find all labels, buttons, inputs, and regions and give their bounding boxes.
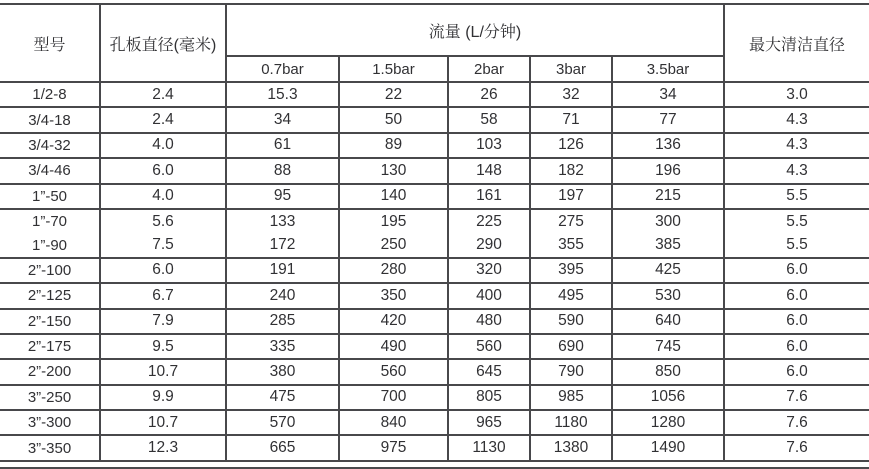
cell-model: 1/2-8	[0, 82, 100, 107]
cell-value: 490	[339, 334, 448, 359]
table-row	[0, 184, 869, 209]
table-row	[0, 133, 869, 158]
cell-value: 6.0	[724, 283, 869, 308]
cell-value: 5.5	[724, 209, 869, 233]
table-row	[0, 410, 869, 435]
header-max-clean-diameter: 最大清洁直径	[724, 4, 869, 82]
cell-value: 182	[530, 158, 612, 183]
cell-value: 196	[612, 158, 724, 183]
header-pressure-3bar: 3bar	[530, 56, 612, 82]
cell-value: 7.6	[724, 410, 869, 435]
cell-value: 805	[448, 385, 530, 410]
table-row	[0, 359, 869, 384]
cell-model: 3/4-46	[0, 158, 100, 183]
cell-value: 58	[448, 107, 530, 132]
cell-value: 32	[530, 82, 612, 107]
header-pressure-3.5bar: 3.5bar	[612, 56, 724, 82]
cell-value: 1380	[530, 435, 612, 460]
cell-value: 2.4	[100, 107, 226, 132]
cell-value: 1056	[612, 385, 724, 410]
cell-model: 1”-70	[0, 209, 100, 233]
cell-value: 172	[226, 233, 339, 257]
cell-value: 9.5	[100, 334, 226, 359]
header-pressure-2bar: 2bar	[448, 56, 530, 82]
table-row	[0, 334, 869, 359]
cell-value: 34	[226, 107, 339, 132]
cell-value: 975	[339, 435, 448, 460]
header-pressure-1.5bar: 1.5bar	[339, 56, 448, 82]
cell-value: 6.0	[724, 309, 869, 334]
cell-model: 3”-250	[0, 385, 100, 410]
cell-value: 1130	[448, 435, 530, 460]
cell-value: 290	[448, 233, 530, 257]
header-pressure-0.7bar: 0.7bar	[226, 56, 339, 82]
cell-value: 225	[448, 209, 530, 233]
table-row	[0, 107, 869, 132]
cell-value: 425	[612, 258, 724, 283]
cell-value: 126	[530, 133, 612, 158]
cell-value: 61	[226, 133, 339, 158]
cell-value: 195	[339, 209, 448, 233]
header-flow-group: 流量 (L/分钟)	[226, 4, 724, 56]
table-row	[0, 258, 869, 283]
cell-value: 15.3	[226, 82, 339, 107]
cell-value: 5.6	[100, 209, 226, 233]
cell-value: 700	[339, 385, 448, 410]
cell-value: 495	[530, 283, 612, 308]
cell-value: 6.0	[100, 158, 226, 183]
cell-value: 420	[339, 309, 448, 334]
cell-value: 320	[448, 258, 530, 283]
cell-value: 77	[612, 107, 724, 132]
cell-model: 2”-175	[0, 334, 100, 359]
cell-value: 335	[226, 334, 339, 359]
cell-model: 2”-200	[0, 359, 100, 384]
cell-value: 71	[530, 107, 612, 132]
cell-value: 280	[339, 258, 448, 283]
cell-model: 3/4-18	[0, 107, 100, 132]
cell-value: 745	[612, 334, 724, 359]
cell-value: 985	[530, 385, 612, 410]
table-row	[0, 309, 869, 334]
cell-value: 4.0	[100, 184, 226, 209]
cell-value: 161	[448, 184, 530, 209]
cell-value: 400	[448, 283, 530, 308]
cell-value: 6.0	[724, 334, 869, 359]
flow-spec-table	[0, 3, 869, 462]
cell-value: 790	[530, 359, 612, 384]
cell-value: 590	[530, 309, 612, 334]
cell-value: 34	[612, 82, 724, 107]
table-row	[0, 283, 869, 308]
cell-value: 645	[448, 359, 530, 384]
cell-value: 840	[339, 410, 448, 435]
header-orifice-diameter: 孔板直径(毫米)	[100, 4, 226, 82]
cell-value: 4.3	[724, 133, 869, 158]
cell-value: 6.7	[100, 283, 226, 308]
cell-value: 95	[226, 184, 339, 209]
cell-value: 560	[339, 359, 448, 384]
cell-value: 275	[530, 209, 612, 233]
cell-value: 133	[226, 209, 339, 233]
table-row	[0, 82, 869, 107]
cell-model: 2”-100	[0, 258, 100, 283]
cell-value: 50	[339, 107, 448, 132]
cell-value: 300	[612, 209, 724, 233]
cell-value: 140	[339, 184, 448, 209]
cell-value: 3.0	[724, 82, 869, 107]
cell-value: 665	[226, 435, 339, 460]
table-row	[0, 158, 869, 183]
cell-value: 148	[448, 158, 530, 183]
cell-value: 10.7	[100, 410, 226, 435]
cell-value: 1490	[612, 435, 724, 460]
cell-value: 88	[226, 158, 339, 183]
cell-value: 22	[339, 82, 448, 107]
cell-value: 7.6	[724, 435, 869, 460]
cell-value: 640	[612, 309, 724, 334]
cell-value: 12.3	[100, 435, 226, 460]
cell-value: 560	[448, 334, 530, 359]
table-row	[0, 209, 869, 233]
table-body	[0, 82, 869, 461]
cell-value: 250	[339, 233, 448, 257]
cell-value: 7.6	[724, 385, 869, 410]
cell-value: 4.3	[724, 158, 869, 183]
table-row	[0, 435, 869, 460]
cell-value: 285	[226, 309, 339, 334]
cell-model: 2”-150	[0, 309, 100, 334]
cell-value: 191	[226, 258, 339, 283]
cell-value: 197	[530, 184, 612, 209]
cell-value: 385	[612, 233, 724, 257]
cell-value: 10.7	[100, 359, 226, 384]
table-header	[0, 4, 869, 82]
cell-model: 1”-90	[0, 233, 100, 257]
cell-value: 850	[612, 359, 724, 384]
cell-value: 4.0	[100, 133, 226, 158]
cell-value: 7.9	[100, 309, 226, 334]
cell-model: 3”-300	[0, 410, 100, 435]
cell-value: 350	[339, 283, 448, 308]
cell-value: 355	[530, 233, 612, 257]
cell-value: 6.0	[724, 258, 869, 283]
cell-value: 9.9	[100, 385, 226, 410]
cell-value: 7.5	[100, 233, 226, 257]
cell-value: 480	[448, 309, 530, 334]
cell-value: 380	[226, 359, 339, 384]
table-row	[0, 233, 869, 257]
cell-value: 5.5	[724, 233, 869, 257]
cell-value: 1180	[530, 410, 612, 435]
cell-model: 3/4-32	[0, 133, 100, 158]
cell-value: 690	[530, 334, 612, 359]
cell-value: 395	[530, 258, 612, 283]
cell-value: 6.0	[724, 359, 869, 384]
cell-value: 136	[612, 133, 724, 158]
cell-value: 1280	[612, 410, 724, 435]
cell-model: 1”-50	[0, 184, 100, 209]
header-model: 型号	[0, 4, 100, 82]
cell-value: 475	[226, 385, 339, 410]
cell-value: 2.4	[100, 82, 226, 107]
cell-model: 3”-350	[0, 435, 100, 460]
cell-value: 6.0	[100, 258, 226, 283]
cell-value: 103	[448, 133, 530, 158]
cell-value: 530	[612, 283, 724, 308]
cell-value: 5.5	[724, 184, 869, 209]
table-row	[0, 385, 869, 410]
cell-model: 2”-125	[0, 283, 100, 308]
cell-value: 965	[448, 410, 530, 435]
cell-value: 240	[226, 283, 339, 308]
cell-value: 215	[612, 184, 724, 209]
cell-value: 130	[339, 158, 448, 183]
cell-value: 26	[448, 82, 530, 107]
cell-value: 570	[226, 410, 339, 435]
cell-value: 4.3	[724, 107, 869, 132]
cell-value: 89	[339, 133, 448, 158]
